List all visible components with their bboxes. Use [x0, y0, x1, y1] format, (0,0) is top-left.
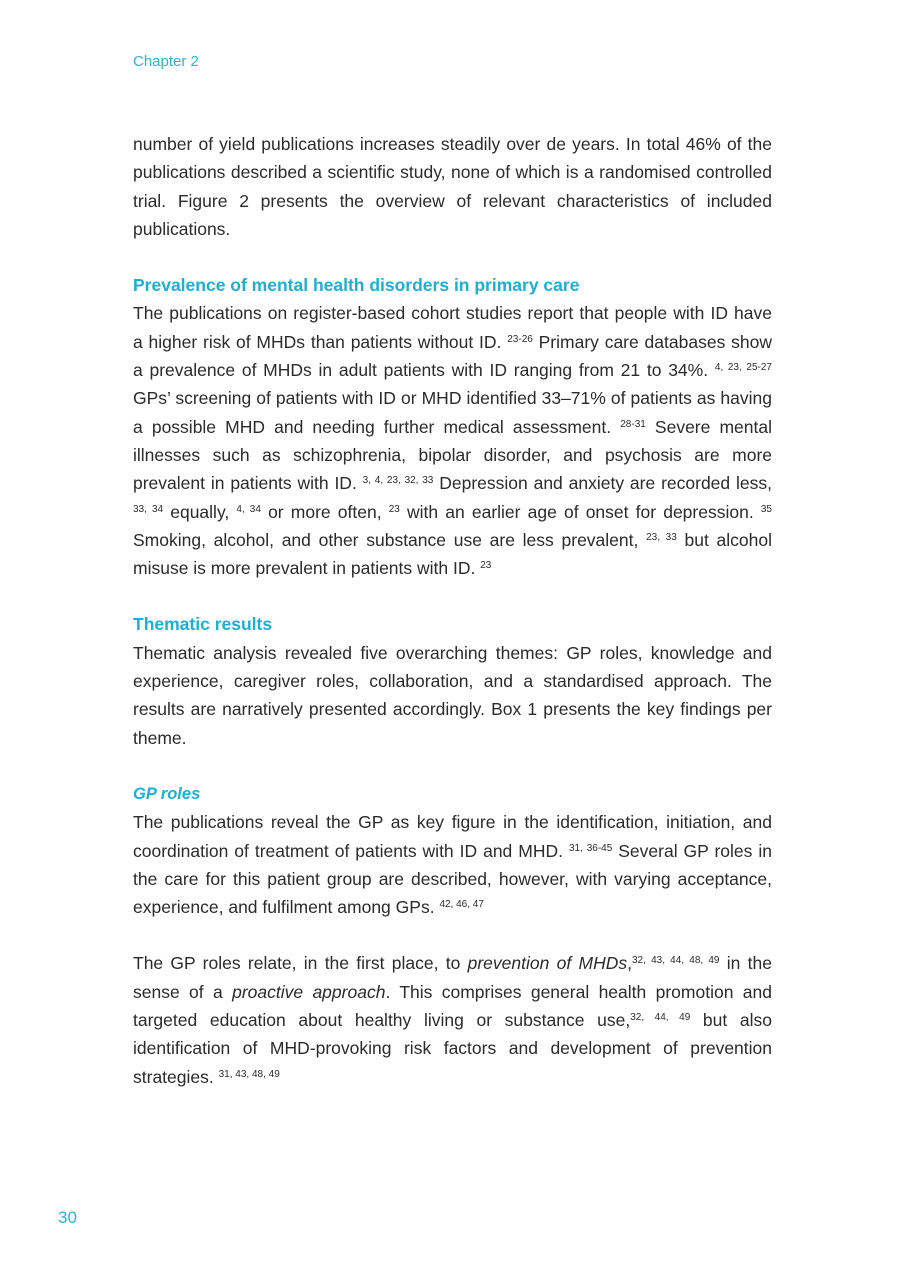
paragraph-gp-roles-2 [133, 949, 772, 1090]
citation: 4, 34 [236, 503, 261, 515]
citation: 3, 4, 23, 32, 33 [362, 475, 434, 487]
text-run: Depression and anxiety are recorded less, [433, 473, 772, 494]
text-run: with an earlier age of onset for depression. [399, 501, 754, 522]
citation: 42, 46, 47 [439, 899, 484, 911]
section-heading-prevalence: Prevalence of mental health disorders in primary care [133, 275, 580, 296]
paragraph-thematic: Thematic analysis revealed five overarching themes: GP roles, knowledge and experience, caregiver roles, collaboration, and a standardised approach. The results are narratively presented accordingly. Box 1 presents the key findings per theme. [133, 642, 772, 748]
paragraph-gp-roles-1 [133, 808, 772, 921]
citation: 23-26 [507, 333, 533, 345]
citation: 32, 43, 44, 48, 49 [631, 955, 720, 967]
emphasis: proactive approach [232, 981, 386, 1002]
citation: 4, 23, 25-27 [714, 362, 772, 374]
body-text [133, 130, 772, 1091]
citation: 33, 34 [133, 503, 164, 515]
chapter-header: Chapter 2 [133, 53, 199, 70]
text-run: in the sense of a [133, 953, 772, 1002]
subsection-heading-gp-roles: GP roles [133, 784, 201, 803]
text-run: . This comprises general health promotion and targeted education about healthy living or substance use, [133, 981, 772, 1031]
text-run: , [627, 953, 632, 974]
text-run: The publications on register-based cohort studies report that people with ID have a higher risk of MHDs than patients without ID. [133, 303, 772, 352]
text-run: equally, [163, 501, 230, 522]
text-run: but alcohol misuse is more prevalent in patients with ID. [133, 529, 773, 579]
text-run: Severe mental illnesses such as schizophrenia, bipolar disorder, and psychosis are more prevalent in patients with ID. [133, 416, 772, 494]
citation: 31, 36-45 [568, 842, 613, 854]
section-heading-thematic: Thematic results [133, 614, 273, 635]
citation: 23 [388, 503, 400, 515]
text-run: Primary care databases show a prevalence of MHDs in adult patients with ID ranging from 21 to 34%. [133, 331, 772, 381]
citation: 23 [480, 560, 492, 572]
citation: 35 [760, 503, 772, 515]
paragraph-prevalence [133, 299, 772, 582]
citation: 28-31 [620, 418, 646, 430]
citation: 32, 44, 49 [630, 1012, 691, 1024]
text-run: or more often, [260, 501, 382, 522]
text-run: but also identification of MHD-provoking risk factors and development of prevention strategies. [133, 1010, 773, 1087]
emphasis: prevention of MHDs [467, 953, 628, 974]
text-run: GPs’ screening of patients with ID or MHD identified 33–71% of patients as having a possible MHD and needing further medical assessment. [133, 388, 772, 437]
citation: 23, 33 [646, 531, 677, 543]
citation: 31, 43, 48, 49 [218, 1068, 280, 1080]
text-run: The publications reveal the GP as key figure in the identification, initiation, and coordination of treatment of patients with ID and MHD. [133, 812, 772, 861]
text-run: Several GP roles in the care for this patient group are described, however, with varying acceptance, experience, and fulfilment among GPs. [133, 840, 772, 918]
page-number: 30 [58, 1208, 77, 1227]
text-run: The GP roles relate, in the first place, to [133, 953, 468, 974]
paragraph: number of yield publications increases steadily over de years. In total 46% of the publications described a scientific study, none of which is a randomised controlled trial. Figure 2 presents the overview of relevant characteristics of included publications. [133, 134, 772, 239]
text-run: Smoking, alcohol, and other substance use are less prevalent, [133, 529, 639, 550]
